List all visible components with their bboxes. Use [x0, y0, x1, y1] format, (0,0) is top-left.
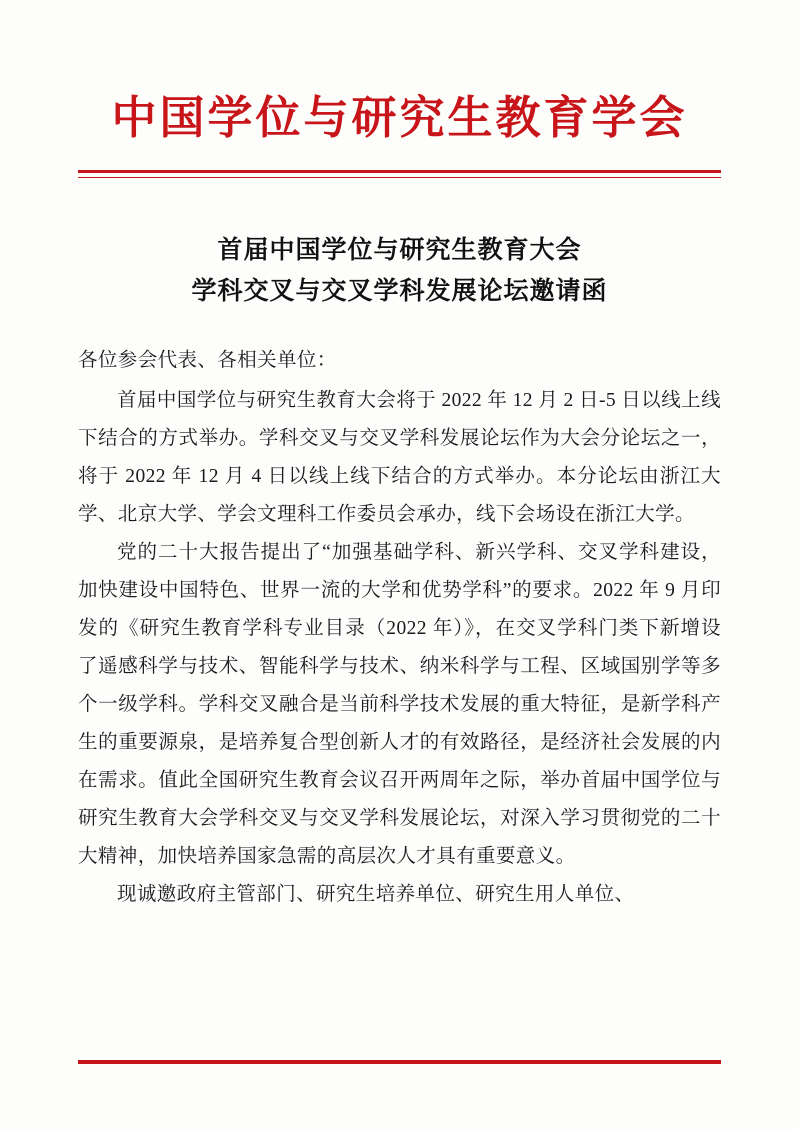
letterhead-rule-thick	[78, 170, 721, 173]
body-paragraph-3: 现诚邀政府主管部门、研究生培养单位、研究生用人单位、	[117, 884, 635, 906]
letterhead	[78, 0, 721, 178]
body-paragraph-1: 首届中国学位与研究生教育大会将于 2022 年 12 月 2 日-5 日以线上线下结合的方式举办。学科交叉与交叉学科发展论坛作为大会分论坛之一，将于 2022 年 12 月 4 日以线上线下结合的方式举办。本分论坛由浙江大学、北京大学、学会文理科工作委员会承办，线下会场设在浙江大学。	[78, 390, 721, 526]
letterhead-divider	[78, 170, 721, 178]
letterhead-rule-thin	[78, 177, 721, 178]
footer-divider	[78, 1060, 721, 1068]
document-title	[78, 230, 721, 313]
salutation: 各位参会代表、各相关单位：	[78, 350, 337, 372]
footer-rule-thin	[78, 1063, 721, 1064]
document-title-line-2: 学科交叉与交叉学科发展论坛邀请函	[191, 278, 608, 305]
body-paragraph-2: 党的二十大报告提出了“加强基础学科、新兴学科、交叉学科建设，加快建设中国特色、世界一流的大学和优势学科”的要求。2022 年 9 月印发的《研究生教育学科专业目录（2022 年）》，在交叉学科门类下新增设了遥感科学与技术、智能科学与技术、纳米科学与工程、区域国别学等多个一级学科。学科交叉融合是当前科学技术发展的重大特征，是新学科产生的重要源泉，是培养复合型创新人才的有效路径，是经济社会发展的内在需求。值此全国研究生教育会议召开两周年之际，举办首届中国学位与研究生教育大会学科交叉与交叉学科发展论坛，对深入学习贯彻党的二十大精神，加快培养国家急需的高层次人才具有重要意义。	[78, 542, 721, 868]
document-body	[78, 342, 721, 914]
organization-title: 中国学位与研究生教育学会	[111, 91, 688, 144]
document-title-line-1: 首届中国学位与研究生教育大会	[217, 236, 582, 264]
